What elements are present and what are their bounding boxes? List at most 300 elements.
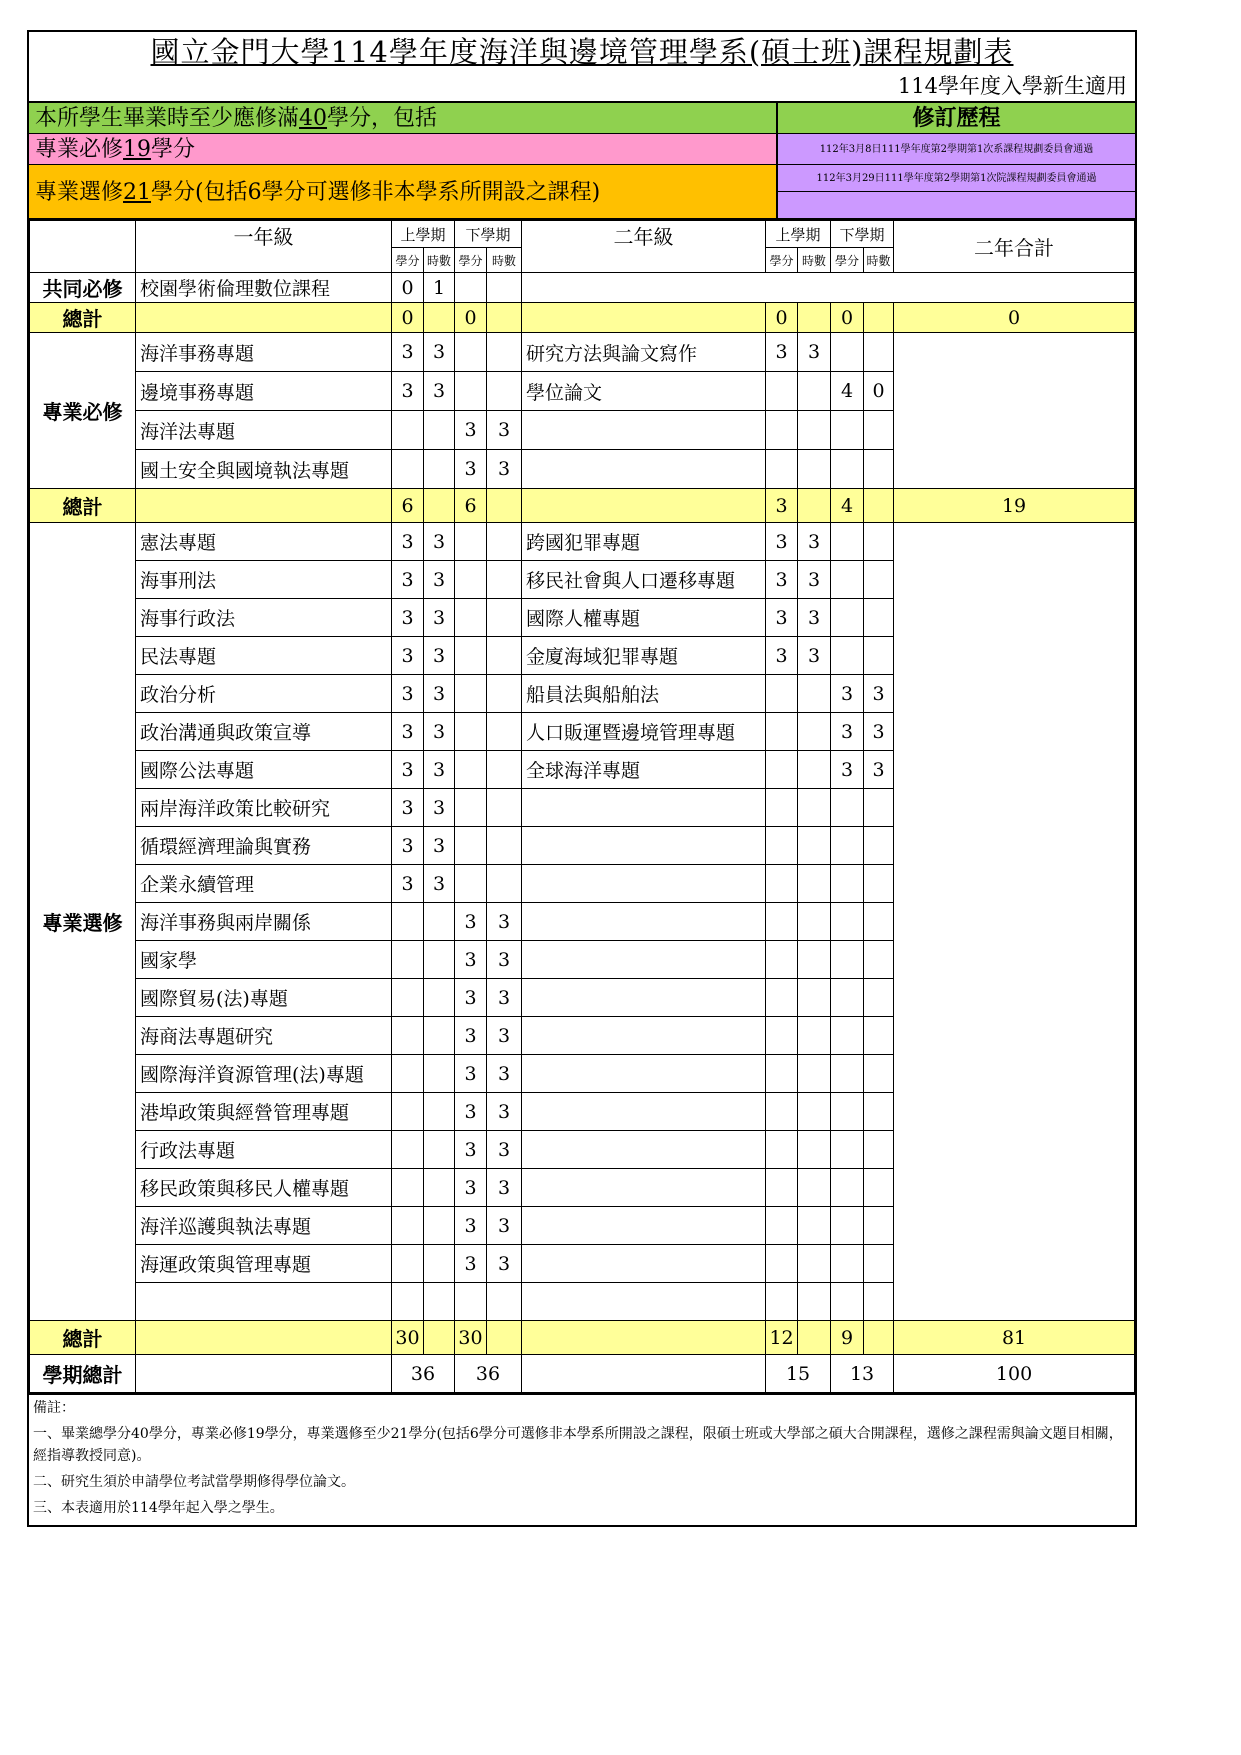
- year2-course-value: 3: [798, 523, 831, 561]
- year2-course-name: [522, 827, 766, 865]
- year1-course-value: [424, 450, 455, 489]
- subtotal-value: 0: [455, 303, 487, 333]
- subtotal-label: 總計: [30, 489, 136, 523]
- year2-course-name: [522, 903, 766, 941]
- year2-course-value: [831, 333, 864, 372]
- note-item: 一、畢業總學分40學分，專業必修19學分，專業選修至少21學分(包括6學分可選修非本學系所開設之課程，限碩士班或大學部之碩大合開課程，選修之課程需與論文題目相關，經指導教授同意)。: [33, 1426, 1123, 1464]
- year1-course-value: [455, 751, 487, 789]
- year2-course-value: 3: [766, 561, 798, 599]
- year1-course-value: [424, 1283, 455, 1321]
- year1-course-value: 3: [392, 372, 424, 411]
- curriculum-sheet: [27, 30, 1137, 1527]
- year2-course-value: [831, 1093, 864, 1131]
- year2-course-value: [864, 450, 894, 489]
- year1-course-name: 兩岸海洋政策比較研究: [136, 789, 392, 827]
- credits-header: 學分: [766, 248, 798, 273]
- year2-course-value: [798, 941, 831, 979]
- year2-course-name: [522, 1055, 766, 1093]
- year1-course-name: 國土安全與國境執法專題: [136, 450, 392, 489]
- year1-course-value: [392, 1207, 424, 1245]
- year2-course-value: [798, 713, 831, 751]
- year2-course-name: 全球海洋專題: [522, 751, 766, 789]
- year1-course-value: [455, 865, 487, 903]
- header-blank: [30, 221, 136, 273]
- semester-total-value: 13: [831, 1355, 894, 1393]
- year1-course-name: 海運政策與管理專題: [136, 1245, 392, 1283]
- year2-course-value: [831, 1131, 864, 1169]
- year2-course-value: [798, 1017, 831, 1055]
- year1-course-value: 3: [424, 372, 455, 411]
- year2-course-value: [864, 1131, 894, 1169]
- revision-entries-lower: [776, 165, 1135, 220]
- year1-course-value: [455, 523, 487, 561]
- year2-spring-header: 下學期: [831, 221, 894, 248]
- year1-course-value: [455, 561, 487, 599]
- year1-course-name: 海洋事務與兩岸關係: [136, 903, 392, 941]
- year1-course-value: [392, 903, 424, 941]
- year1-course-value: [424, 941, 455, 979]
- year2-course-name: [522, 789, 766, 827]
- year2-course-value: [766, 903, 798, 941]
- year1-course-value: [392, 1169, 424, 1207]
- year2-course-value: [831, 450, 864, 489]
- year1-course-value: 3: [392, 865, 424, 903]
- subtotal-value: 6: [455, 489, 487, 523]
- year2-course-value: 3: [798, 637, 831, 675]
- year2-course-name: 人口販運暨邊境管理專題: [522, 713, 766, 751]
- table-cell: [864, 489, 894, 523]
- total-credits-requirement: 本所學生畢業時至少應修滿40學分，包括: [29, 103, 776, 134]
- year1-course-value: 3: [424, 333, 455, 372]
- year2-course-value: [831, 1017, 864, 1055]
- year1-course-value: [487, 751, 522, 789]
- notes-section: [29, 1393, 1135, 1525]
- year2-course-name: 學位論文: [522, 372, 766, 411]
- year1-course-value: [424, 1169, 455, 1207]
- year1-course-value: [424, 1055, 455, 1093]
- year2-course-value: [864, 1169, 894, 1207]
- year1-course-name: 政治分析: [136, 675, 392, 713]
- table-cell: [798, 1321, 831, 1355]
- year1-course-value: 3: [392, 713, 424, 751]
- year1-course-name: 民法專題: [136, 637, 392, 675]
- year1-course-value: 3: [392, 561, 424, 599]
- year2-course-name: [522, 1169, 766, 1207]
- year2-course-value: [766, 372, 798, 411]
- common-required-category: 共同必修: [30, 273, 136, 303]
- year2-course-value: [766, 751, 798, 789]
- year2-course-value: [798, 827, 831, 865]
- year1-course-name: 海洋法專題: [136, 411, 392, 450]
- year2-course-value: [766, 1283, 798, 1321]
- year2-course-value: [798, 1055, 831, 1093]
- required-total-blank: [894, 333, 1135, 489]
- table-cell: [522, 1321, 766, 1355]
- year1-course-value: 3: [455, 979, 487, 1017]
- year1-course-value: [392, 941, 424, 979]
- table-cell: [798, 489, 831, 523]
- year2-course-value: [831, 1207, 864, 1245]
- year1-course-value: 3: [487, 450, 522, 489]
- year2-course-value: [831, 411, 864, 450]
- year2-course-value: [831, 1245, 864, 1283]
- year2-course-value: [798, 865, 831, 903]
- year1-course-name: 行政法專題: [136, 1131, 392, 1169]
- year1-course-value: [392, 1093, 424, 1131]
- year2-course-name: 金廈海域犯罪專題: [522, 637, 766, 675]
- credits-header: 學分: [831, 248, 864, 273]
- year2-course-value: [766, 1017, 798, 1055]
- year2-course-value: [766, 1207, 798, 1245]
- year1-course-value: [487, 789, 522, 827]
- year2-course-value: [766, 1055, 798, 1093]
- subtotal-value: 3: [766, 489, 798, 523]
- year1-course-value: [392, 979, 424, 1017]
- year2-course-name: [522, 450, 766, 489]
- year1-course-name: [136, 1283, 392, 1321]
- year1-course-name: 國際海洋資源管理(法)專題: [136, 1055, 392, 1093]
- year1-course-name: 海洋事務專題: [136, 333, 392, 372]
- year1-course-value: 3: [455, 1017, 487, 1055]
- year1-course-name: 港埠政策與經營管理專題: [136, 1093, 392, 1131]
- year1-course-value: 3: [455, 1245, 487, 1283]
- course-name: 校園學術倫理數位課程: [136, 273, 392, 303]
- year2-course-value: [798, 1283, 831, 1321]
- year2-course-name: [522, 411, 766, 450]
- page-title: 國立金門大學114學年度海洋與邊境管理學系(碩士班)課程規劃表: [150, 35, 1014, 69]
- revision-history-heading: 修訂歷程: [776, 103, 1135, 134]
- year2-course-value: [766, 411, 798, 450]
- year1-course-value: [487, 561, 522, 599]
- year2-course-value: [798, 903, 831, 941]
- year2-course-value: 0: [864, 372, 894, 411]
- year1-course-value: 3: [487, 1169, 522, 1207]
- year1-course-value: [487, 827, 522, 865]
- year2-course-value: [798, 675, 831, 713]
- year2-course-value: [864, 789, 894, 827]
- year2-course-name: 船員法與船舶法: [522, 675, 766, 713]
- common-year2-blank: [522, 273, 1135, 303]
- year1-course-name: 海洋巡護與執法專題: [136, 1207, 392, 1245]
- year1-course-value: [455, 675, 487, 713]
- subtotal-value: 30: [392, 1321, 424, 1355]
- year2-course-value: [864, 827, 894, 865]
- year2-course-value: [798, 979, 831, 1017]
- year1-course-name: 政治溝通與政策宣導: [136, 713, 392, 751]
- year1-course-value: 3: [392, 599, 424, 637]
- table-row: [30, 523, 1135, 561]
- revision-entry-2: 112年3月29日111學年度第2學期第1次院課程規劃委員會通過: [778, 165, 1135, 192]
- year2-course-value: [864, 865, 894, 903]
- year1-course-value: 3: [455, 1169, 487, 1207]
- year2-course-value: [864, 1245, 894, 1283]
- semester-total-row: [30, 1355, 1135, 1393]
- year2-course-value: [798, 1093, 831, 1131]
- year2-course-value: [864, 1283, 894, 1321]
- year1-course-name: 海事行政法: [136, 599, 392, 637]
- year1-course-value: [392, 1055, 424, 1093]
- year1-course-value: [424, 903, 455, 941]
- year2-course-name: [522, 1017, 766, 1055]
- year2-course-name: 研究方法與論文寫作: [522, 333, 766, 372]
- revision-entry-1: 112年3月8日111學年度第2學期第1次系課程規劃委員會通過: [776, 134, 1135, 165]
- year2-course-value: [798, 789, 831, 827]
- course-hours: 1: [424, 273, 455, 303]
- year2-course-value: 3: [864, 675, 894, 713]
- year1-course-value: [455, 713, 487, 751]
- year1-course-value: 3: [455, 1207, 487, 1245]
- year1-course-name: 國際貿易(法)專題: [136, 979, 392, 1017]
- year1-course-value: [455, 333, 487, 372]
- year1-course-value: [424, 1017, 455, 1055]
- table-cell: [136, 1321, 392, 1355]
- year1-course-value: 3: [455, 1093, 487, 1131]
- year1-course-value: [455, 1283, 487, 1321]
- year2-course-value: [831, 1283, 864, 1321]
- year1-course-value: [487, 372, 522, 411]
- year1-course-name: 國家學: [136, 941, 392, 979]
- year1-course-value: 3: [487, 903, 522, 941]
- year1-course-value: 3: [392, 523, 424, 561]
- subtotal-value: 12: [766, 1321, 798, 1355]
- year1-course-value: 3: [424, 523, 455, 561]
- year2-course-value: 3: [798, 561, 831, 599]
- year2-course-value: [766, 865, 798, 903]
- hours-header: 時數: [424, 248, 455, 273]
- credits-header: 學分: [392, 248, 424, 273]
- year2-course-value: [798, 450, 831, 489]
- table-cell: [424, 489, 455, 523]
- year2-course-value: [831, 561, 864, 599]
- table-cell: [522, 489, 766, 523]
- year1-course-value: 3: [424, 827, 455, 865]
- year2-fall-header: 上學期: [766, 221, 831, 248]
- year1-course-value: [424, 1245, 455, 1283]
- elective-category: 專業選修: [30, 523, 136, 1321]
- year1-course-value: 3: [424, 865, 455, 903]
- year2-course-value: 3: [831, 751, 864, 789]
- year2-course-name: [522, 1283, 766, 1321]
- year2-course-name: [522, 865, 766, 903]
- year1-course-value: 3: [392, 789, 424, 827]
- year1-course-value: [424, 411, 455, 450]
- year2-course-value: [831, 827, 864, 865]
- year2-course-value: [798, 1131, 831, 1169]
- year2-course-value: [864, 561, 894, 599]
- year2-course-value: [766, 1093, 798, 1131]
- year2-course-value: [831, 979, 864, 1017]
- table-cell: [487, 489, 522, 523]
- elective-subtotal-row: [30, 1321, 1135, 1355]
- year2-course-value: [766, 789, 798, 827]
- year2-course-value: [831, 941, 864, 979]
- year1-course-value: 3: [487, 1017, 522, 1055]
- year1-course-value: 3: [455, 411, 487, 450]
- year2-course-value: [864, 637, 894, 675]
- two-year-total-header: 二年合計: [894, 221, 1135, 273]
- year1-course-name: 循環經濟理論與實務: [136, 827, 392, 865]
- year1-spring-header: 下學期: [455, 221, 522, 248]
- subtotal-value: 4: [831, 489, 864, 523]
- year1-course-name: 邊境事務專題: [136, 372, 392, 411]
- year1-course-value: 3: [487, 1093, 522, 1131]
- semester-total-value: 100: [894, 1355, 1135, 1393]
- year2-course-value: 3: [766, 637, 798, 675]
- year1-course-value: 3: [455, 1131, 487, 1169]
- year2-course-name: [522, 1245, 766, 1283]
- year1-course-name: 國際公法專題: [136, 751, 392, 789]
- year2-course-value: 3: [864, 751, 894, 789]
- year1-course-value: [455, 599, 487, 637]
- year1-course-value: [455, 637, 487, 675]
- year2-course-value: [864, 523, 894, 561]
- revision-entry-blank: [778, 192, 1135, 220]
- year1-fall-header: 上學期: [392, 221, 455, 248]
- year2-course-value: 3: [798, 599, 831, 637]
- year1-course-value: 3: [392, 751, 424, 789]
- year1-course-name: 海商法專題研究: [136, 1017, 392, 1055]
- year2-course-name: [522, 1093, 766, 1131]
- year1-course-value: [487, 637, 522, 675]
- year2-course-value: 3: [766, 599, 798, 637]
- year2-course-name: [522, 1131, 766, 1169]
- year2-course-value: [864, 1093, 894, 1131]
- required-subtotal-row: [30, 489, 1135, 523]
- year2-course-value: [766, 713, 798, 751]
- year1-course-value: 3: [455, 941, 487, 979]
- credits-header: 學分: [455, 248, 487, 273]
- notes-heading: 備註：: [33, 1400, 75, 1416]
- year2-course-value: 3: [766, 333, 798, 372]
- year2-course-value: 3: [798, 333, 831, 372]
- year1-course-value: [392, 450, 424, 489]
- year2-course-value: [798, 751, 831, 789]
- year2-course-value: 3: [864, 713, 894, 751]
- year2-course-value: [864, 941, 894, 979]
- year1-course-value: 3: [392, 333, 424, 372]
- year2-course-value: [864, 1207, 894, 1245]
- year2-course-value: [798, 1207, 831, 1245]
- year2-course-value: 3: [831, 675, 864, 713]
- year1-course-value: 3: [487, 941, 522, 979]
- subtotal-value: 19: [894, 489, 1135, 523]
- year2-course-value: [864, 599, 894, 637]
- year2-course-value: [766, 675, 798, 713]
- year2-course-value: [766, 1131, 798, 1169]
- year1-course-value: [424, 979, 455, 1017]
- requirements-header: [29, 103, 1135, 220]
- year1-course-name: 移民政策與移民人權專題: [136, 1169, 392, 1207]
- year2-course-value: [864, 1055, 894, 1093]
- year1-course-value: 3: [424, 561, 455, 599]
- year1-course-value: [487, 865, 522, 903]
- year1-course-value: 3: [455, 1055, 487, 1093]
- semester-total-value: 15: [766, 1355, 831, 1393]
- year1-course-value: 3: [424, 599, 455, 637]
- subtotal-value: 0: [894, 303, 1135, 333]
- semester-total-value: 36: [455, 1355, 522, 1393]
- year1-course-value: 3: [487, 979, 522, 1017]
- year1-course-value: [455, 789, 487, 827]
- year2-course-value: 4: [831, 372, 864, 411]
- subtotal-value: 6: [392, 489, 424, 523]
- year2-course-name: 移民社會與人口遷移專題: [522, 561, 766, 599]
- year2-course-value: [798, 1245, 831, 1283]
- year2-course-value: [766, 450, 798, 489]
- year1-course-value: 3: [392, 675, 424, 713]
- common-subtotal-label: 總計: [30, 303, 136, 333]
- hours-header: 時數: [864, 248, 894, 273]
- year1-course-value: [487, 713, 522, 751]
- year1-course-value: [392, 1131, 424, 1169]
- year1-course-value: [424, 1207, 455, 1245]
- year1-course-value: 3: [455, 903, 487, 941]
- year1-course-name: 憲法專題: [136, 523, 392, 561]
- year1-course-value: 3: [392, 637, 424, 675]
- year2-course-value: [831, 637, 864, 675]
- year2-course-value: [831, 865, 864, 903]
- required-credits-requirement: 專業必修19學分: [29, 134, 776, 165]
- year2-course-name: [522, 979, 766, 1017]
- year2-course-value: [864, 333, 894, 372]
- page-subtitle: 114學年度入學新生適用: [29, 72, 1135, 103]
- year1-course-value: 3: [424, 713, 455, 751]
- year2-course-value: [864, 411, 894, 450]
- year1-course-value: [392, 1245, 424, 1283]
- year1-course-name: 海事刑法: [136, 561, 392, 599]
- year1-course-value: 3: [424, 751, 455, 789]
- year2-course-name: 跨國犯罪專題: [522, 523, 766, 561]
- year1-course-value: [392, 411, 424, 450]
- year2-course-value: [831, 903, 864, 941]
- course-credits: 0: [392, 273, 424, 303]
- subtotal-label: 總計: [30, 1321, 136, 1355]
- year1-course-value: 3: [455, 450, 487, 489]
- year1-course-value: [487, 523, 522, 561]
- subtotal-value: 81: [894, 1321, 1135, 1355]
- year2-course-value: [766, 1245, 798, 1283]
- subtotal-value: 0: [392, 303, 424, 333]
- year2-course-value: 3: [766, 523, 798, 561]
- year1-header: 一年級: [136, 221, 392, 273]
- year1-course-value: 3: [392, 827, 424, 865]
- elective-credits-requirement: 專業選修21學分(包括6學分可選修非本學系所開設之課程): [29, 165, 776, 220]
- year1-course-value: 3: [487, 1131, 522, 1169]
- year1-course-value: [424, 1093, 455, 1131]
- table-cell: [522, 1355, 766, 1393]
- table-cell: [864, 1321, 894, 1355]
- year2-course-value: [766, 979, 798, 1017]
- year2-course-value: [798, 1169, 831, 1207]
- year1-course-value: [424, 1131, 455, 1169]
- note-item: 三、本表適用於114學年起入學之學生。: [33, 1500, 284, 1516]
- course-table: [29, 220, 1135, 1393]
- year2-course-value: [831, 1055, 864, 1093]
- year1-course-name: 企業永續管理: [136, 865, 392, 903]
- table-cell: [136, 1355, 392, 1393]
- year1-course-value: [455, 827, 487, 865]
- year1-course-value: 3: [487, 411, 522, 450]
- elective-total-blank: [894, 523, 1135, 1321]
- year1-course-value: [487, 333, 522, 372]
- year2-course-value: [864, 979, 894, 1017]
- year2-course-value: [831, 1169, 864, 1207]
- required-category: 專業必修: [30, 333, 136, 489]
- year2-course-value: [831, 523, 864, 561]
- subtotal-value: 9: [831, 1321, 864, 1355]
- year1-course-value: [487, 1283, 522, 1321]
- year2-course-value: [766, 941, 798, 979]
